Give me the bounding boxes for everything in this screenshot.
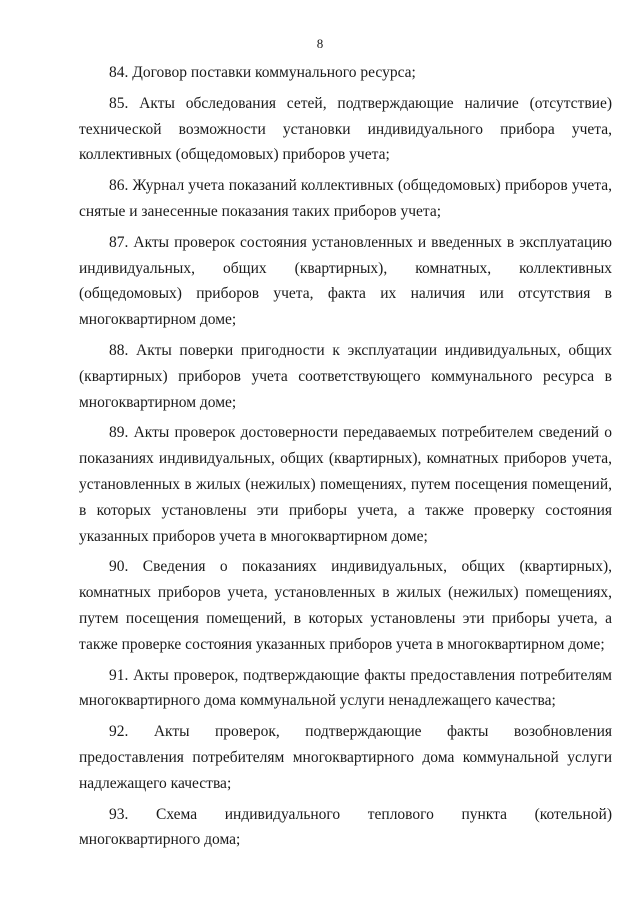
- list-item-89: 89. Акты проверок достоверности передаваемых потребителем сведений о показаниях индивидуальных, общих (квартирных), комнатных приборов учета, установленных в жилых (нежилых) помещениях, путем посещения помещений, в которых установлены эти приборы учета, а также проверку состояния указанных приборов учета в многоквартирном доме;: [79, 424, 612, 545]
- page-number: 8: [316, 36, 324, 51]
- list-item-92: 92. Акты проверок, подтверждающие факты возобновления предоставления потребителям многоквартирного дома коммунальной услуги надлежащего качества;: [79, 723, 612, 792]
- list-item-84: 84. Договор поставки коммунального ресурса;: [109, 64, 416, 81]
- list-item-88: 88. Акты поверки пригодности к эксплуатации индивидуальных, общих (квартирных) приборов учета соответствующего коммунального ресурса в многоквартирном доме;: [79, 341, 612, 411]
- document-body: [79, 60, 612, 853]
- list-item-91: 91. Акты проверок, подтверждающие факты предоставления потребителям многоквартирного дома коммунальной услуги ненадлежащего качества;: [79, 666, 612, 710]
- list-item-87: 87. Акты проверок состояния установленных и введенных в эксплуатацию индивидуальных, общих (квартирных), комнатных, коллективных (общедомовых) приборов учета, факта их наличия или отсутствия в многоквартирном доме;: [79, 233, 612, 329]
- list-item-93: 93. Схема индивидуального теплового пункта (котельной) многоквартирного дома;: [79, 805, 612, 849]
- list-item-86: 86. Журнал учета показаний коллективных (общедомовых) приборов учета, снятые и занесенные показания таких приборов учета;: [79, 177, 612, 220]
- list-item-90: 90. Сведения о показаниях индивидуальных, общих (квартирных), комнатных приборов учета, установленных в жилых (нежилых) помещениях, путем посещения помещений, в которых установлены эти приборы учета, а также проверке состояния указанных приборов учета в многоквартирном доме;: [79, 558, 612, 653]
- list-item-85: 85. Акты обследования сетей, подтверждающие наличие (отсутствие) технической возможности установки индивидуального прибора учета, коллективных (общедомовых) приборов учета;: [79, 94, 612, 164]
